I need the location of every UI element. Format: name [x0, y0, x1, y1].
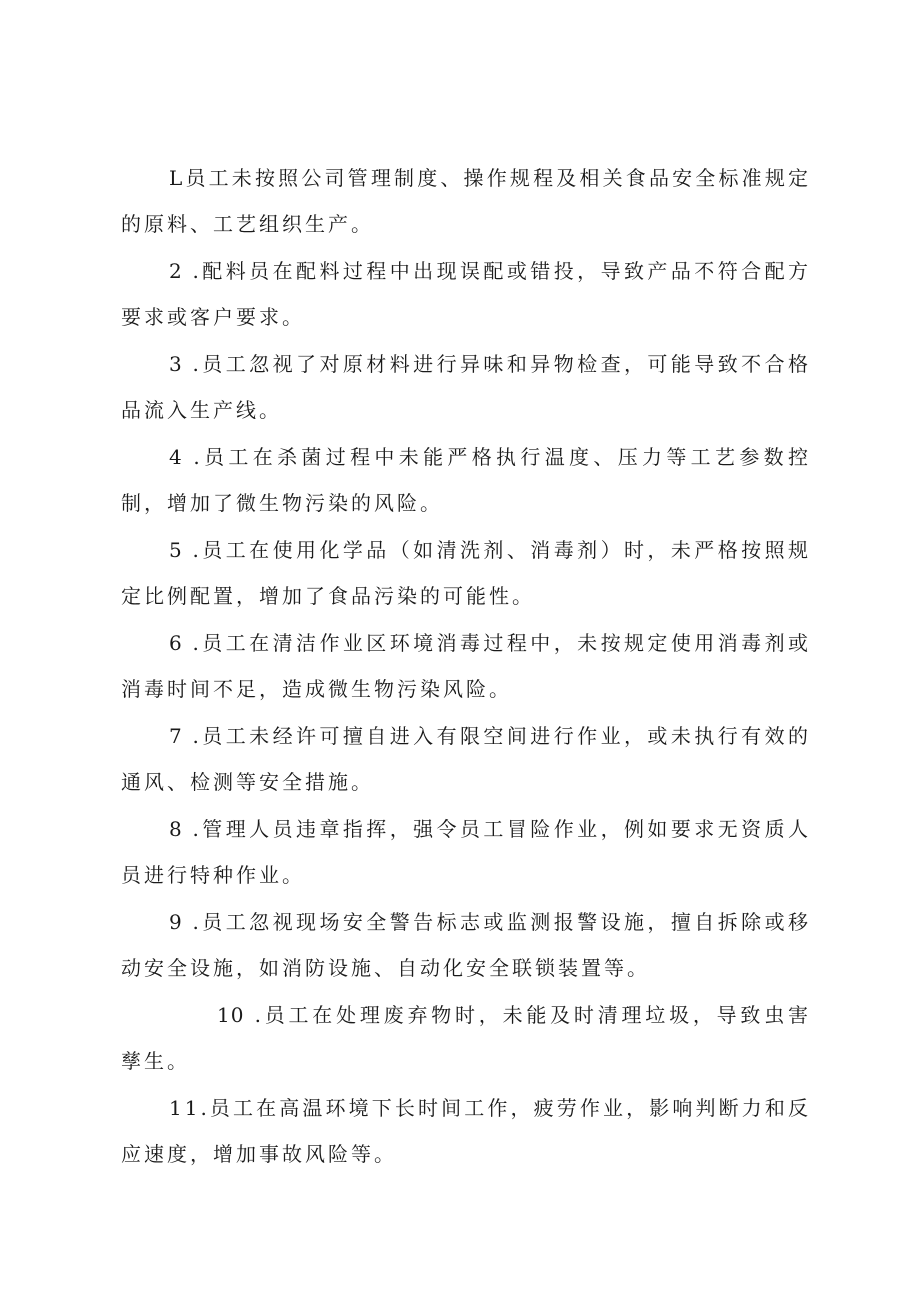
paragraph-item-9	[121, 899, 811, 991]
item-text: .员工在杀菌过程中未能严格执行温度、压力等工艺参数控制，增加了微生物污染的风险。	[121, 445, 811, 515]
item-text: .配料员在配料过程中出现误配或错投，导致产品不符合配方要求或客户要求。	[121, 259, 811, 329]
item-number: 4	[169, 445, 183, 469]
document-body	[121, 155, 811, 1178]
item-number: 8	[169, 817, 183, 841]
paragraph-item-1	[121, 155, 811, 247]
paragraph-item-3	[121, 341, 811, 433]
item-number: 7	[169, 724, 183, 748]
item-text: .员工忽视现场安全警告标志或监测报警设施，擅自拆除或移动安全设施，如消防设施、自动化安全联锁装置等。	[121, 910, 811, 980]
item-number: 6	[169, 631, 183, 655]
paragraph-item-6	[121, 620, 811, 712]
item-text: .员工忽视了对原材料进行异味和异物检查，可能导致不合格品流入生产线。	[121, 352, 811, 422]
item-text: .员工未经许可擅自进入有限空间进行作业，或未执行有效的通风、检测等安全措施。	[121, 724, 811, 794]
paragraph-item-11	[121, 1085, 811, 1177]
item-number: 5	[169, 538, 183, 562]
item-text: .员工在使用化学品（如清洗剂、消毒剂）时，未严格按照规定比例配置，增加了食品污染的可能性。	[121, 538, 811, 608]
item-number: 10	[217, 1003, 245, 1027]
paragraph-item-4	[121, 434, 811, 526]
item-text: L员工未按照公司管理制度、操作规程及相关食品安全标准规定的原料、工艺组织生产。	[121, 166, 811, 236]
paragraph-item-8	[121, 806, 811, 898]
paragraph-item-10	[121, 992, 811, 1084]
item-number: 9	[169, 910, 183, 934]
item-number: 2	[169, 259, 183, 283]
item-text: .员工在清洁作业区环境消毒过程中，未按规定使用消毒剂或消毒时间不足，造成微生物污染风险。	[121, 631, 811, 701]
paragraph-item-5	[121, 527, 811, 619]
item-text: .员工在处理废弃物时，未能及时清理垃圾，导致虫害孳生。	[121, 1003, 811, 1073]
paragraph-item-2	[121, 248, 811, 340]
item-number: 3	[169, 352, 183, 376]
item-text: 11.员工在高温环境下长时间工作，疲劳作业，影响判断力和反应速度，增加事故风险等。	[121, 1096, 811, 1166]
paragraph-item-7	[121, 713, 811, 805]
item-text: .管理人员违章指挥，强令员工冒险作业，例如要求无资质人员进行特种作业。	[121, 817, 811, 887]
